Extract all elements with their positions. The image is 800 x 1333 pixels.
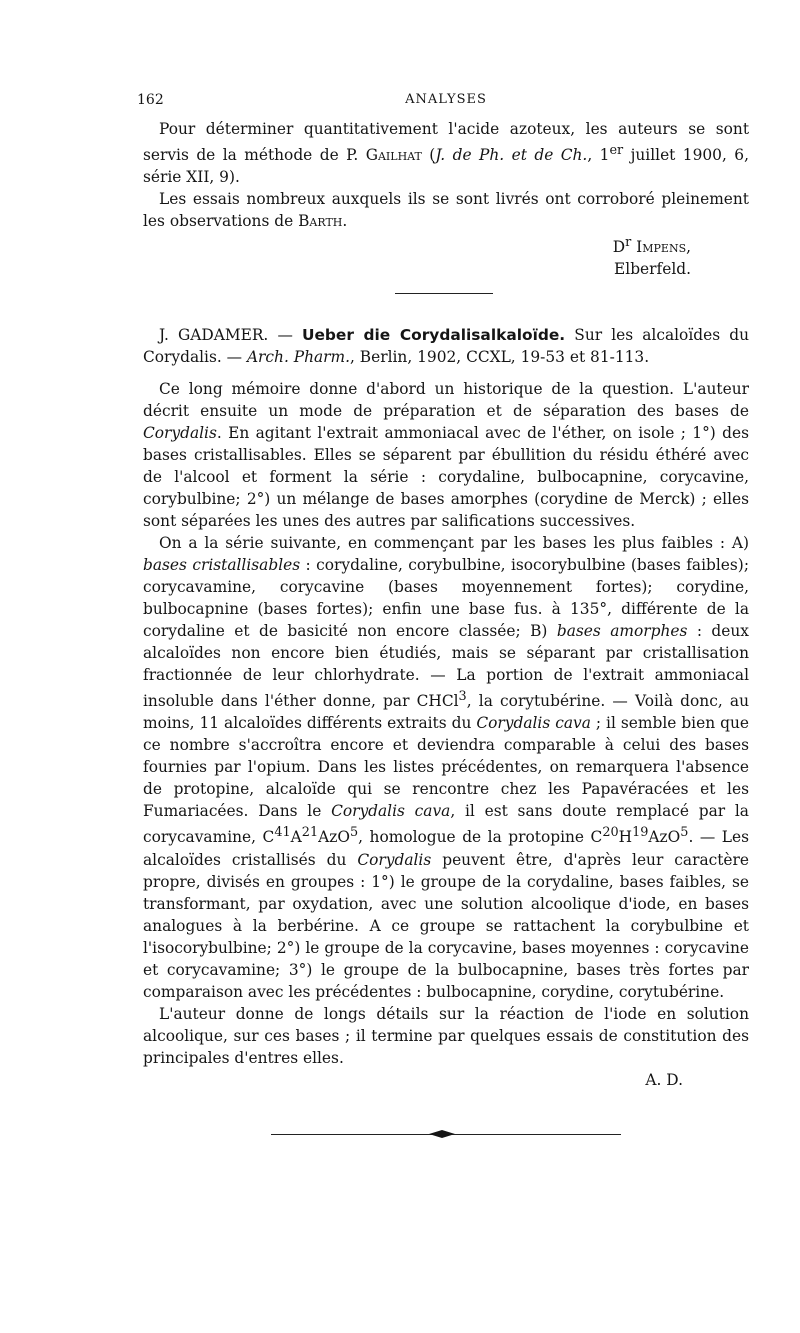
- journal-title: J. de Ph. et de Ch.: [435, 146, 588, 165]
- document-page: [137, 92, 750, 1139]
- page-number: 162: [137, 92, 164, 108]
- author-name-gailhat: Gailhat: [365, 146, 422, 165]
- first-article-paragraph-2: Les essais nombreux auxquels ils se sont livrés ont corroboré pleinement les observations de Barth.: [143, 190, 749, 231]
- page-header: [137, 92, 749, 118]
- second-article-paragraph-2: On a la série suivante, en commençant par les bases les plus faibles : A) bases cristallisables : corydaline, corybulbine, isocorybulbine (bases faibles); corycavamine, corycavine (bases moyennement fortes); corydine, bulbocapnine (bases fortes); enfin une base fus. à 135°, différente de la corydaline et de basicité non encore classée; B) bases amorphes : deux alcaloïdes non encore bien étudiés, mais se séparant par cristallisation fractionnée de leur chlorhydrate. — La portion de l'extrait ammoniacal insoluble dans l'éther donne, par CHCl$^3$, la corytubérine. — Voilà donc, au moins, 11 alcaloïdes différents extraits du Corydalis cava ; il semble bien que ce nombre s'accroîtra encore et deviendra comparable à celui des bases fournies par l'opium. Dans les listes précédentes, on remarquera l'absence de protopine, alcaloïde qui se rencontre chez les Papavéracées et les Fumariacées. Dans le Corydalis cava, il est sans doute remplacé par la corycavamine, $C^{41}A^{21}AzO^5$, homologue de la protopine $C^{20}H^{19}AzO^5$. — Les alcaloïdes cristallisés du Corydalis peuvent être, d'après leur caractère propre, divisés en groupes : 1°) le groupe de la corydaline, bases faibles, se transformant, par oxydation, avec une solution alcoolique d'iode, en bases analogues à la berbérine. A ce groupe se rattachent la corybulbine et l'isocorybulbine; 2°) le groupe de la corycavine, bases moyennes : corycavine et corycavamine; 3°) le groupe de la bulbocapnine, bases très fortes par comparaison avec les précédentes : bulbocapnine, corydine, corytubérine.: [143, 534, 750, 1001]
- author-name-barth: Barth: [298, 212, 343, 231]
- signature-ad: A. D.: [645, 1070, 683, 1089]
- end-ornament-rule: [271, 1129, 621, 1139]
- article-title: Ueber die Corydalisalkaloïde.: [301, 326, 566, 345]
- citation-heading: J. GADAMER. — Ueber die Corydalisalkaloïde. Sur les alcaloïdes du Corydalis. — Arch. Pharm., Berlin, 1902, CCXL, 19-53 et 81-113.: [143, 326, 749, 367]
- running-title: ANALYSES: [405, 92, 487, 107]
- second-article-paragraph-1: Ce long mémoire donne d'abord un historique de la question. L'auteur décrit ensuite un mode de préparation et de séparation des bases de Corydalis. En agitant l'extrait ammoniacal avec de l'éther, on isole ; 1°) des bases cristallisables. Elles se séparent par ébullition du résidu éthéré avec de l'alcool et forment la série : corydaline, bulbocapnine, corycavine, corybulbine; 2°) un mélange de bases amorphes (corydine de Merck) ; elles sont séparées les unes des autres par salifications successives.: [143, 380, 749, 531]
- diamond-ornament-icon: [429, 1130, 455, 1138]
- second-article-paragraph-3: L'auteur donne de longs détails sur la réaction de l'iode en solution alcoolique, sur ces bases ; il termine par quelques essais de constitution des principales d'entres elles.: [143, 1004, 749, 1067]
- signature-impens: $D^r$ Impens,: [612, 235, 691, 257]
- first-article-paragraph-1: Pour déterminer quantitativement l'acide azoteux, les auteurs se sont servis de la méthode de P. Gailhat (J. de Ph. et de Ch., 1er juillet 1900, 6, série XII, 9).: [143, 120, 749, 187]
- signature-location: Elberfeld.: [614, 260, 691, 279]
